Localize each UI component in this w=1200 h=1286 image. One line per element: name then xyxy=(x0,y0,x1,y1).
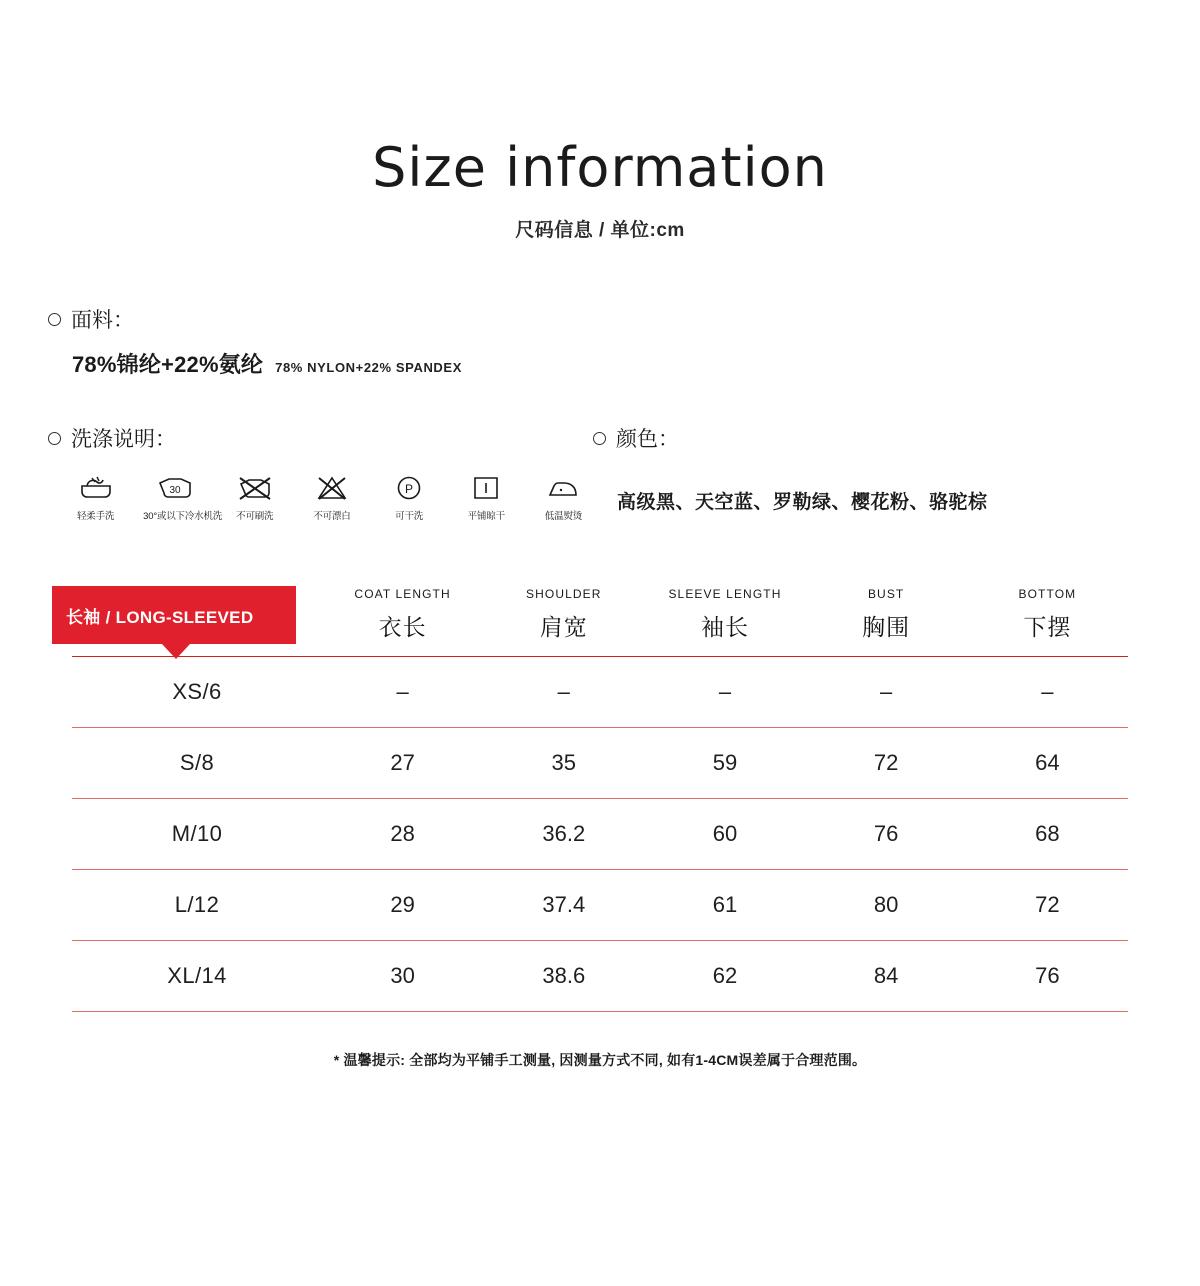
size-label: M/10 xyxy=(72,799,322,870)
circle-bullet-icon xyxy=(48,313,61,326)
table-cell: 76 xyxy=(967,941,1128,1012)
page-subtitle: 尺码信息 / 单位:cm xyxy=(515,220,685,242)
wash-item-label: 轻柔手洗 xyxy=(76,511,115,523)
wash-item-label: 不可漂白 xyxy=(313,511,351,523)
table-cell: 59 xyxy=(644,728,805,799)
wash-item xyxy=(143,471,223,523)
wash-item xyxy=(225,471,284,522)
table-cell: 62 xyxy=(644,941,805,1012)
wash-item-label: 30°或以下冷水机洗 xyxy=(143,511,223,523)
table-cell: 38.6 xyxy=(483,941,644,1012)
sleeve-type-tag: 长袖 / LONG-SLEEVED xyxy=(52,586,296,644)
fabric-heading: 面料： xyxy=(71,309,134,333)
column-label-cn: 胸围 xyxy=(862,614,911,641)
table-row xyxy=(72,657,1128,728)
low-heat-iron-icon xyxy=(534,471,593,505)
color-heading-row xyxy=(593,423,1152,453)
column-label-en: COAT LENGTH xyxy=(354,587,451,602)
circle-bullet-icon xyxy=(593,432,606,445)
column-label-cn: 下摆 xyxy=(1023,614,1072,641)
wash-block xyxy=(48,423,593,522)
size-table xyxy=(72,586,1128,1012)
table-cell: 72 xyxy=(967,870,1128,941)
table-cell: 29 xyxy=(322,870,483,941)
table-cell: 60 xyxy=(644,799,805,870)
no-bleach-icon xyxy=(302,471,361,505)
flat-dry-icon xyxy=(457,471,516,505)
page-title: Size information xyxy=(372,136,828,199)
wash-color-row xyxy=(48,423,1152,522)
wash-item-label: 不可刷洗 xyxy=(236,511,274,523)
table-cell: 30 xyxy=(322,941,483,1012)
fabric-value-row xyxy=(48,348,1152,379)
wash-item-label: 低温熨烫 xyxy=(544,511,583,523)
wash-item-label: 平铺晾干 xyxy=(467,511,505,523)
size-label: L/12 xyxy=(72,870,322,941)
table-cell: – xyxy=(483,657,644,728)
table-cell: 36.2 xyxy=(483,799,644,870)
machine-wash-30-icon xyxy=(143,471,207,505)
size-label: XS/6 xyxy=(72,657,322,728)
column-label-en: BOTTOM xyxy=(1018,587,1077,602)
fabric-heading-row xyxy=(48,304,1152,334)
color-block xyxy=(593,423,1152,522)
size-table-section xyxy=(0,586,1200,1070)
table-cell: 76 xyxy=(806,799,967,870)
svg-text:P: P xyxy=(405,482,414,497)
wash-item-label: 可干洗 xyxy=(395,511,424,523)
table-row xyxy=(72,941,1128,1012)
size-label: S/8 xyxy=(72,728,322,799)
table-cell: – xyxy=(806,657,967,728)
wash-item xyxy=(380,471,439,522)
table-header-cell xyxy=(322,586,483,657)
column-label-cn: 肩宽 xyxy=(539,614,588,641)
tag-arrow-icon xyxy=(162,644,190,659)
dry-clean-p-icon xyxy=(380,471,439,505)
circle-bullet-icon xyxy=(48,432,61,445)
table-row xyxy=(72,728,1128,799)
table-cell: 64 xyxy=(967,728,1128,799)
wash-item xyxy=(302,471,361,522)
column-label-en: SLEEVE LENGTH xyxy=(668,587,782,602)
fabric-value-en: 78% NYLON+22% SPANDEX xyxy=(275,360,462,376)
table-row xyxy=(72,870,1128,941)
wash-item xyxy=(534,471,593,522)
fabric-block xyxy=(48,304,1152,379)
column-label-en: SHOULDER xyxy=(526,587,602,602)
table-cell: 27 xyxy=(322,728,483,799)
table-cell: – xyxy=(967,657,1128,728)
table-header-cell xyxy=(967,586,1128,657)
color-heading: 颜色： xyxy=(616,428,679,452)
table-header-cell xyxy=(806,586,967,657)
wash-heading: 洗涤说明： xyxy=(71,428,176,452)
size-label: XL/14 xyxy=(72,941,322,1012)
no-brush-wash-icon xyxy=(225,471,284,505)
color-values: 高级黑、天空蓝、罗勒绿、樱花粉、骆驼棕 xyxy=(617,492,988,514)
table-cell: 72 xyxy=(806,728,967,799)
info-section xyxy=(0,304,1200,522)
table-header-cell xyxy=(483,586,644,657)
table-cell: – xyxy=(322,657,483,728)
table-cell: 80 xyxy=(806,870,967,941)
wash-heading-row xyxy=(48,423,593,453)
table-cell: – xyxy=(644,657,805,728)
table-cell: 68 xyxy=(967,799,1128,870)
wash-item xyxy=(66,471,125,522)
svg-text:30: 30 xyxy=(169,485,181,497)
table-header-cell xyxy=(644,586,805,657)
page-header xyxy=(0,0,1200,242)
table-cell: 84 xyxy=(806,941,967,1012)
table-cell: 35 xyxy=(483,728,644,799)
table-row xyxy=(72,799,1128,870)
hand-wash-icon xyxy=(66,471,125,505)
table-cell: 37.4 xyxy=(483,870,644,941)
wash-item xyxy=(457,471,516,522)
column-label-cn: 衣长 xyxy=(378,614,427,641)
fabric-value-cn: 78%锦纶+22%氨纶 xyxy=(72,352,264,378)
column-label-cn: 袖长 xyxy=(700,614,749,641)
table-cell: 61 xyxy=(644,870,805,941)
column-label-en: BUST xyxy=(867,587,905,602)
table-cell: 28 xyxy=(322,799,483,870)
measurement-note: * 温馨提示: 全部均为平铺手工测量, 因测量方式不同, 如有1-4CM误差属于合理范围。 xyxy=(333,1052,867,1069)
wash-icon-list xyxy=(48,471,593,522)
